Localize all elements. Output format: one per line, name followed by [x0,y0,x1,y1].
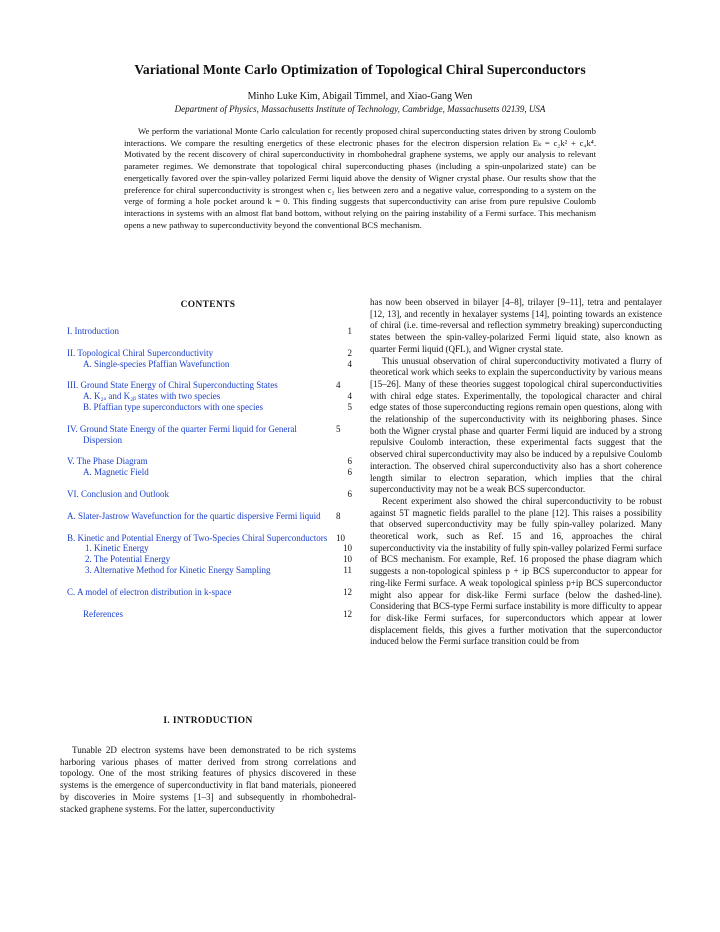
toc-page: 11 [343,564,352,575]
toc-entry[interactable] [67,554,352,565]
toc-page: 10 [343,554,352,565]
toc-entry[interactable]: III. Ground State Energy of Chiral Superconducting States 4 [67,380,341,391]
contents-heading: CONTENTS [180,300,236,310]
intro-paragraph: has now been observed in bilayer [4–8], trilayer [9–11], tetra and pentalayer [12, 13], and recently in hexalayer systems [14], pointing towards an existence of chiral (i.e. time-reversal and reflection symmetry breaking) superconducting states between the spin-valley-polarized Fermi liquid state, also known as quarter Fermi liquid (QFL), and Wigner crystal state. [370,297,662,354]
author-list: Minho Luke Kim, Abigail Timmel, and Xiao-Gang Wen [247,91,473,102]
toc-page: 6 [347,467,352,478]
paper-title: Variational Monte Carlo Optimization of Topological Chiral Superconductors [134,62,586,77]
toc-entry[interactable] [67,489,352,500]
toc-label: VI. Conclusion and Outlook [67,488,169,499]
toc-label: 2. The Potential Energy [85,554,171,565]
toc-entry[interactable] [67,543,352,554]
toc-label: B. Kinetic and Potential Energy of Two-Species Chiral Superconductors [67,532,328,543]
toc-page: 12 [343,586,352,597]
intro-paragraph: Tunable 2D electron systems have been demonstrated to be rich systems harboring various phases of matter derived from strong correlations and topology. One of the most striking features of physics discovered in these systems is the emergence of superconductivity in flat band materials, pioneered by discoveries in Moire systems [1–3] and subsequently in rhombohedral-stacked graphene systems. For the latter, superconductivity [60,745,356,814]
section-heading: I. INTRODUCTION [163,716,253,726]
toc-page: 10 [343,543,352,554]
toc-entry[interactable] [67,587,352,598]
toc-label: A. Magnetic Field [83,467,149,478]
toc-page: 2 [347,347,352,358]
toc-entry[interactable]: IV. Ground State Energy of the quarter Fermi liquid for General Dispersion 5 [67,423,341,445]
toc-label: II. Topological Chiral Superconductivity [67,347,214,358]
toc-entry[interactable] [67,391,352,402]
toc-label: A. K₂ₐ and K₂ᵦ states with two species [83,391,221,402]
toc-entry[interactable] [67,456,352,467]
toc-entry[interactable]: A. Slater-Jastrow Wavefunction for the quartic dispersive Fermi liquid 8 [67,510,341,521]
toc-label: B. Pfaffian type superconductors with one species [83,401,264,412]
toc-page: 1 [347,326,352,336]
toc-page: 4 [347,391,352,402]
toc-label: References [83,608,123,619]
toc-entry[interactable] [67,565,352,576]
toc-label: 3. Alternative Method for Kinetic Energy Sampling [85,564,271,575]
toc-entry[interactable] [67,402,352,413]
toc-label: III. Ground State Energy of Chiral Superconducting States [67,380,278,391]
toc-label: 1. Kinetic Energy [85,543,149,554]
affiliation: Department of Physics, Massachusetts Institute of Technology, Cambridge, Massachusetts 02139, USA [174,104,546,114]
toc-entry[interactable]: B. Kinetic and Potential Energy of Two-Species Chiral Superconductors 10 [67,532,345,543]
toc-entry[interactable] [67,359,352,370]
table-of-contents [67,326,352,619]
intro-paragraph: This unusual observation of chiral superconductivity motivated a flurry of theoretical work which seeks to explain the superconductivity by various means [15–26]. Many of these theories suggest topological chiral superconductivities with chiral edge states. Experimentally, the topological character and chiral edge states of those superconducting regions remain open questions, along with the relationship of the superconductivity with its neighboring phases. Since both the Wigner crystal phase and quarter Fermi liquid are induced by a strong repulsive Coulomb interaction, these experimental facts suggest that the observed chiral superconductivity may also be induced by a repulsive Coulomb interaction. The observed chiral superconductivity also has a short coherence length similar to electron separation, which implies that the chiral superconductivity may not be a weak BCS superconductor. [370,355,662,495]
toc-entry[interactable] [67,609,352,620]
toc-page: 5 [347,401,352,412]
toc-label: V. The Phase Diagram [67,456,148,467]
toc-label: I. Introduction [67,326,119,336]
toc-label: A. Single-species Pfaffian Wavefunction [83,358,230,369]
toc-entry[interactable] [67,326,352,337]
toc-page: 4 [347,358,352,369]
toc-label: C. A model of electron distribution in k-space [67,586,232,597]
toc-label: A. Slater-Jastrow Wavefunction for the quartic dispersive Fermi liquid [67,510,321,521]
intro-paragraph: Recent experiment also showed the chiral superconductivity to be robust against 5T magnetic fields parallel to the plane [12]. This raises a possibility that observed superconductivity may be fully spin-valley polarized. Many theoretical work, such as Ref. 15 and 16, approaches the chiral superconductivity via the instability of fully spin-valley polarized Fermi surface of BCS mechanism. For example, Ref. 16 proposed the phase diagram which suggests a non-topological spinless p + ip BCS superconductor to appear for ring-like Fermi surface. A weak topological spinless p+ip BCS superconductor might also appear for disk-like Fermi surface (below the dashed-line). Considering that BCS-type Fermi surface instability is more difficulty to appear for disk-like Fermi surfaces, for superconductors which appear at lower displacement fields, this gives a further motivation that the superconductor induced below the Fermi surface transition could be from [370,495,662,647]
abstract: We perform the variational Monte Carlo calculation for recently proposed chiral superconducting states driven by strong Coulomb interactions. We compare the resulting energetics of these electronic phases for the electron dispersion relation Eₖ = c₂k² + c₄k⁴. Motivated by the recent discovery of chiral superconductivity in rhombohedral graphene systems, we apply our analysis to relevant parameter regimes. We demonstrate that topological chiral superconducting phases (including a spin-unpolarized state) can be energetically favored over the spin-valley polarized Fermi liquid above the density of Wigner crystal phase. Our results show that the preference for chiral superconductivity is strongest when c₂ lies between zero and a negative value, corresponding to a system on the verge of forming a hole pocket around k = 0. This finding suggests that superconductivity can arise from pure repulsive Coulomb interactions in systems with an almost flat band bottom, without relying on the pairing instability of a Fermi surface. This mechanism opens a new pathway to superconductivity beyond the conventional BCS mechanism. [124,126,596,230]
toc-page: 12 [343,608,352,619]
toc-page: 6 [347,488,352,499]
toc-entry[interactable] [67,348,352,359]
toc-label: IV. Ground State Energy of the quarter Fermi liquid for General Dispersion [67,423,297,445]
right-column [370,297,662,648]
toc-page: 6 [347,456,352,467]
toc-entry[interactable] [67,467,352,478]
